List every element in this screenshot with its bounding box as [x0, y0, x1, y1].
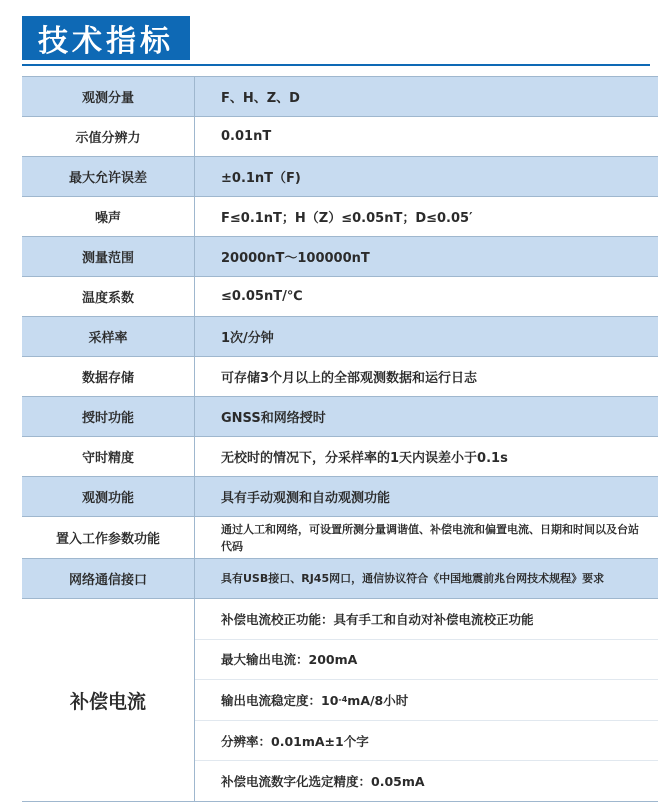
spec-value: 无校时的情况下，分采样率的1天内误差小于0.1s — [221, 451, 508, 466]
spec-label: 测量范围 — [22, 237, 195, 276]
spec-value: ±0.1nT（F) — [195, 157, 658, 196]
spec-label: 温度系数 — [22, 277, 195, 316]
table-row — [22, 77, 658, 117]
spec-value: F、H、Z、D — [195, 77, 658, 116]
spec-label: 守时精度 — [22, 437, 195, 476]
spec-label: 噪声 — [22, 197, 195, 236]
list-item: 补偿电流校正功能：具有手工和自动对补偿电流校正功能 — [195, 599, 658, 640]
spec-label: 示值分辨力 — [22, 117, 195, 156]
spec-label: 采样率 — [22, 317, 195, 356]
spec-label: 最大允许误差 — [22, 157, 195, 196]
spec-label: 观测功能 — [22, 477, 195, 516]
spec-value: 1次/分钟 — [195, 317, 658, 356]
spec-value: 具有手动观测和自动观测功能 — [195, 477, 658, 516]
spec-value: 可存储3个月以上的全部观测数据和运行日志 — [221, 371, 478, 386]
spec-label: 观测分量 — [22, 77, 195, 116]
compensation-section — [22, 599, 658, 802]
spec-label: 置入工作参数功能 — [22, 517, 195, 558]
stability-exponent: -4 — [338, 695, 348, 705]
stability-suffix: mA/8小时 — [347, 692, 409, 708]
spec-value: 0.01nT — [221, 129, 272, 144]
spec-label: 授时功能 — [22, 397, 195, 436]
spec-value: GNSS和网络授时 — [195, 397, 658, 436]
table-row — [22, 397, 658, 437]
spec-value: 20000nT～100000nT — [195, 237, 658, 276]
table-row — [22, 277, 658, 317]
spec-label: 网络通信接口 — [22, 559, 195, 598]
table-row — [22, 117, 658, 157]
stability-prefix: 输出电流稳定度：10 — [221, 692, 339, 708]
page-title: 技术指标 — [22, 16, 190, 60]
table-row — [22, 197, 658, 237]
title-underline — [22, 64, 650, 66]
table-row — [22, 237, 658, 277]
spec-table — [22, 76, 658, 802]
list-item: 补偿电流数字化选定精度：0.05mA — [221, 774, 425, 790]
list-item: 最大输出电流：200mA — [195, 640, 658, 681]
table-row — [22, 157, 658, 197]
list-item — [195, 680, 658, 721]
table-row — [22, 559, 658, 599]
table-row — [22, 517, 658, 559]
table-row — [22, 317, 658, 357]
compensation-items — [195, 599, 658, 801]
table-row — [22, 357, 658, 397]
spec-value: 通过人工和网络，可设置所测分量调谐值、补偿电流和偏置电流、日期和时间以及台站代码 — [221, 522, 639, 553]
spec-label: 数据存储 — [22, 357, 195, 396]
table-row — [22, 477, 658, 517]
table-row — [22, 437, 658, 477]
spec-value: ≤0.05nT/℃ — [221, 289, 303, 304]
list-item: 分辨率：0.01mA±1个字 — [195, 721, 658, 762]
spec-value: F≤0.1nT；H（Z）≤0.05nT；D≤0.05′ — [221, 211, 473, 226]
spec-value: 具有USB接口、RJ45网口，通信协议符合《中国地震前兆台网技术规程》要求 — [195, 559, 658, 598]
compensation-label: 补偿电流 — [22, 599, 195, 801]
